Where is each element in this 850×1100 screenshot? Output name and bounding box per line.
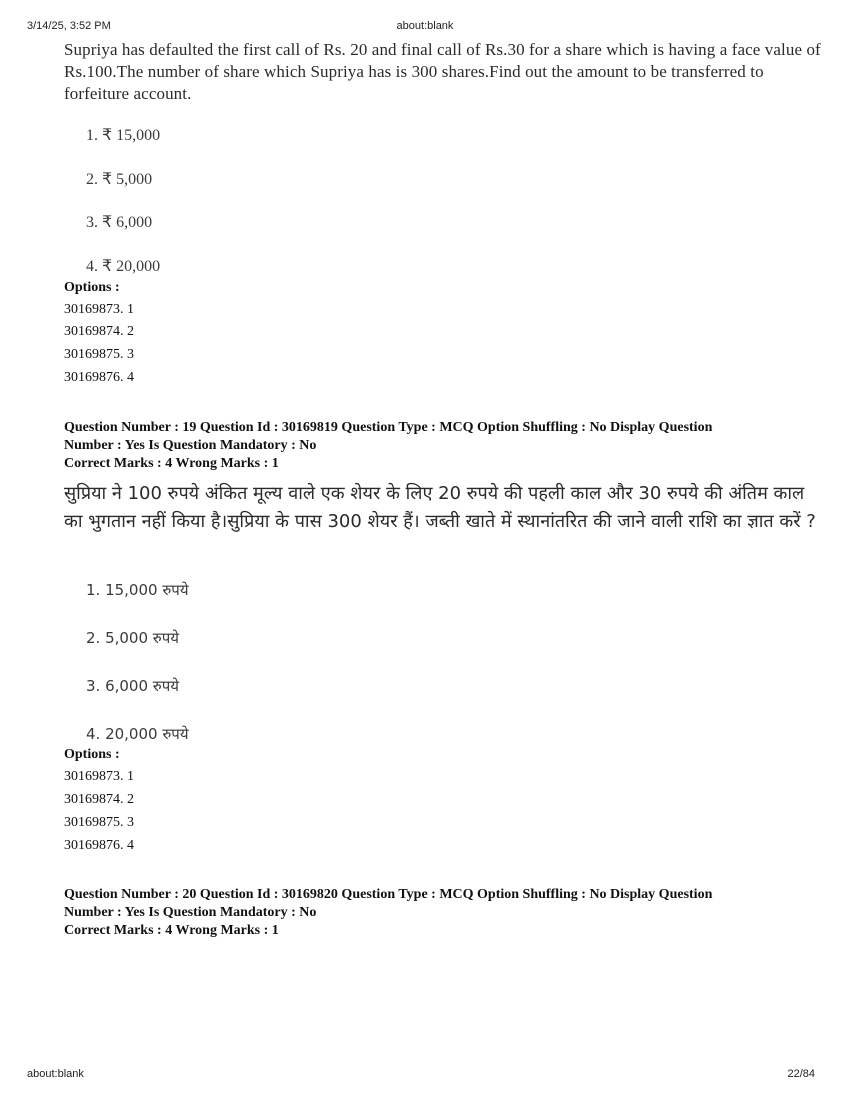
question-18-choice-2: 2. ₹ 5,000 bbox=[86, 171, 153, 188]
question-19-text-hi: सुप्रिया ने 100 रुपये अंकित मूल्य वाले एक शेयर के लिए 20 रुपये की पहली काल और 30 रुपये की अंतिम काल का भुगतान नहीं किया है।सुप्रिया के पास 300 शेयर हैं। जब्ती खाते में स्थानांतरित की जाने वाली राशि का ज्ञात करें ? bbox=[64, 483, 816, 532]
question-19-meta-line2: Number : Yes Is Question Mandatory : No bbox=[64, 438, 317, 453]
question-20-meta bbox=[64, 886, 824, 940]
question-18-option-id-2: 30169874. 2 bbox=[64, 324, 134, 339]
question-20-marks: Correct Marks : 4 Wrong Marks : 1 bbox=[64, 923, 279, 938]
question-19-options-label: Options : bbox=[64, 747, 120, 762]
question-20-meta-line2: Number : Yes Is Question Mandatory : No bbox=[64, 905, 317, 920]
question-19-option-id-3: 30169875. 3 bbox=[64, 815, 134, 830]
question-19-choice-3: 3. 6,000 रुपये bbox=[86, 677, 179, 695]
question-18-choice-3: 3. ₹ 6,000 bbox=[86, 214, 153, 231]
print-datetime: 3/14/25, 3:52 PM bbox=[27, 20, 111, 32]
question-19-meta-line1: Question Number : 19 Question Id : 30169819 Question Type : MCQ Option Shuffling : No Display Question bbox=[64, 420, 713, 435]
question-19-marks: Correct Marks : 4 Wrong Marks : 1 bbox=[64, 456, 279, 471]
page-number: 22/84 bbox=[787, 1068, 815, 1080]
question-18-choice-1: 1. ₹ 15,000 bbox=[86, 127, 161, 144]
question-18-text-en: Supriya has defaulted the first call of Rs. 20 and final call of Rs.30 for a share which is having a face value of Rs.100.The number of share which Supriya has is 300 shares.Find out the amount to be transferred to forfeiture account. bbox=[64, 40, 821, 103]
question-20-meta-line1: Question Number : 20 Question Id : 30169820 Question Type : MCQ Option Shuffling : No Display Question bbox=[64, 887, 713, 902]
question-19-option-id-2: 30169874. 2 bbox=[64, 792, 134, 807]
question-18-option-id-4: 30169876. 4 bbox=[64, 370, 134, 385]
question-19-choice-1: 1. 15,000 रुपये bbox=[86, 581, 189, 599]
question-19-meta bbox=[64, 419, 824, 473]
footer-url: about:blank bbox=[27, 1068, 84, 1080]
question-18-option-id-1: 30169873. 1 bbox=[64, 302, 134, 317]
question-19-choice-4: 4. 20,000 रुपये bbox=[86, 725, 189, 743]
question-19-option-id-4: 30169876. 4 bbox=[64, 838, 134, 853]
question-19-choice-2: 2. 5,000 रुपये bbox=[86, 629, 179, 647]
question-19-option-id-1: 30169873. 1 bbox=[64, 769, 134, 784]
print-url: about:blank bbox=[396, 20, 454, 32]
question-18-choice-4: 4. ₹ 20,000 bbox=[86, 258, 161, 275]
question-18-option-id-3: 30169875. 3 bbox=[64, 347, 134, 362]
print-header bbox=[0, 20, 850, 34]
question-18-options-label: Options : bbox=[64, 280, 120, 295]
